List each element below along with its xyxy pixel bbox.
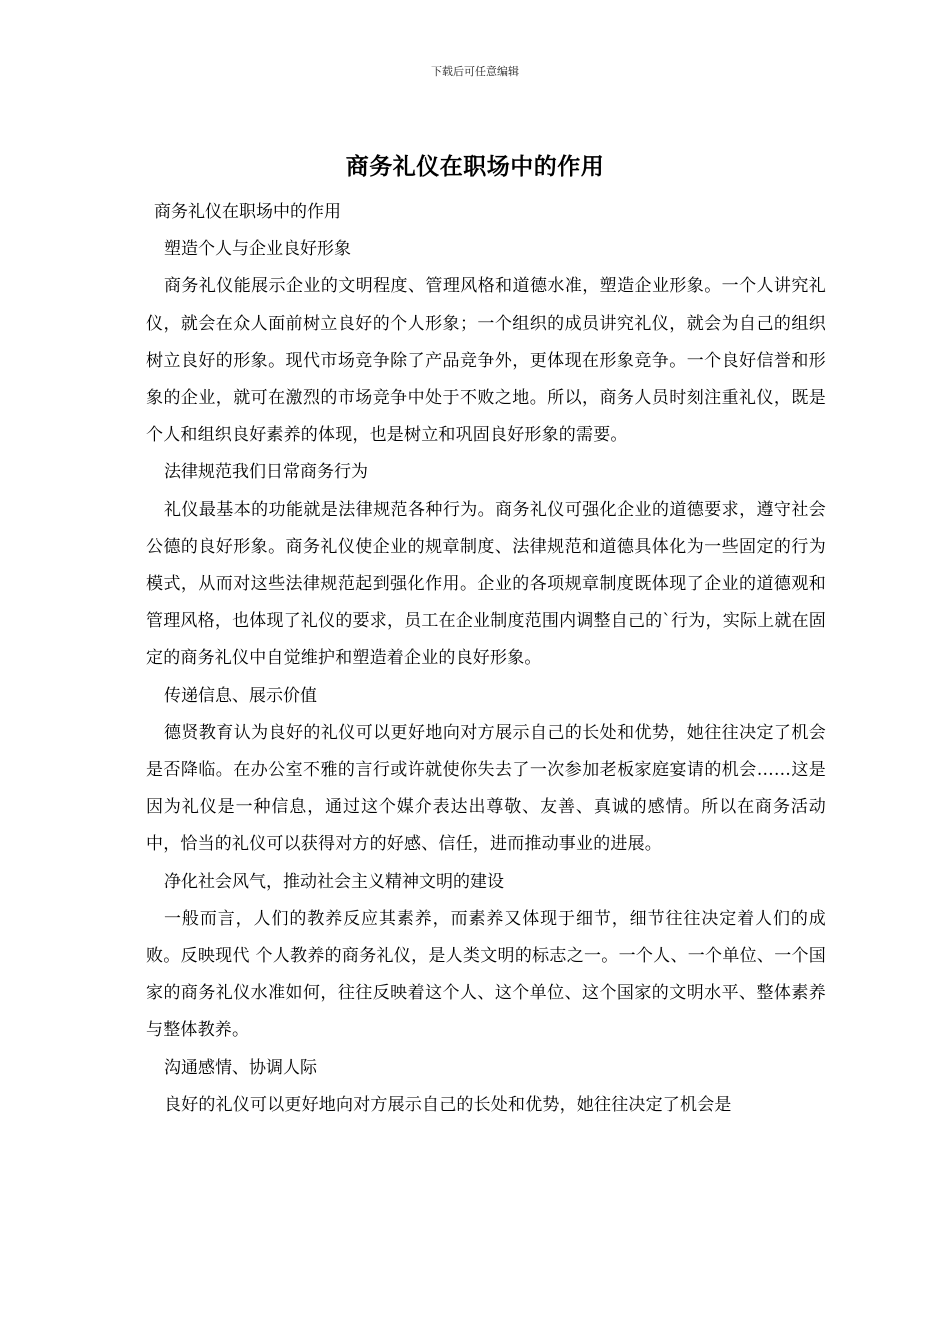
section-heading-1: 塑造个人与企业良好形象 bbox=[164, 239, 351, 260]
section-heading-5: 沟通感情、协调人际 bbox=[164, 1057, 317, 1078]
section-paragraph-4: 一般而言，人们的教养反应其素养，而素养又体现于细节，细节往往决定着人们的成败。反映现代 个人教养的商务礼仪，是人类文明的标志之一。一个人、一个单位、一个国家的商务礼仪水准如何，往往反映着这个人、这个单位、这个国家的文明水平、整体素养与整体教养。 bbox=[146, 908, 826, 1041]
section-heading-2: 法律规范我们日常商务行为 bbox=[164, 462, 368, 483]
header-note: 下载后可任意编辑 bbox=[431, 65, 519, 78]
section-paragraph-3: 德贤教育认为良好的礼仪可以更好地向对方展示自己的长处和优势，她往往决定了机会是否降临。在办公室不雅的言行或许就使你失去了一次参加老板家庭宴请的机会……这是因为礼仪是一种信息，通过这个媒介表达出尊敬、友善、真诚的感情。所以在商务活动中，恰当的礼仪可以获得对方的好感、信任，进而推动事业的进展。 bbox=[146, 722, 826, 855]
section-heading-3: 传递信息、展示价值 bbox=[164, 685, 317, 706]
section-paragraph-1: 商务礼仪能展示企业的文明程度、管理风格和道德水准，塑造企业形象。一个人讲究礼仪，就会在众人面前树立良好的个人形象；一个组织的成员讲究礼仪，就会为自己的组织树立良好的形象。现代市场竞争除了产品竞争外，更体现在形象竞争。一个良好信誉和形象的企业，就可在激烈的市场竞争中处于不败之地。所以，商务人员时刻注重礼仪，既是个人和组织良好素养的体现，也是树立和巩固良好形象的需要。 bbox=[146, 276, 826, 446]
document-subtitle: 商务礼仪在职场中的作用 bbox=[154, 202, 341, 222]
document-body bbox=[146, 194, 826, 1124]
section-heading-4: 净化社会风气，推动社会主义精神文明的建设 bbox=[164, 871, 504, 892]
section-paragraph-2: 礼仪最基本的功能就是法律规范各种行为。商务礼仪可强化企业的道德要求，遵守社会公德的良好形象。商务礼仪使企业的规章制度、法律规范和道德具体化为一些固定的行为模式，从而对这些法律规范起到强化作用。企业的各项规章制度既体现了企业的道德观和管理风格，也体现了礼仪的要求，员工在企业制度范围内调整自己的`行为，实际上就在固定的商务礼仪中自觉维护和塑造着企业的良好形象。 bbox=[146, 499, 826, 669]
section-paragraph-5: 良好的礼仪可以更好地向对方展示自己的长处和优势，她往往决定了机会是 bbox=[164, 1094, 732, 1115]
document-title: 商务礼仪在职场中的作用 bbox=[345, 153, 605, 180]
